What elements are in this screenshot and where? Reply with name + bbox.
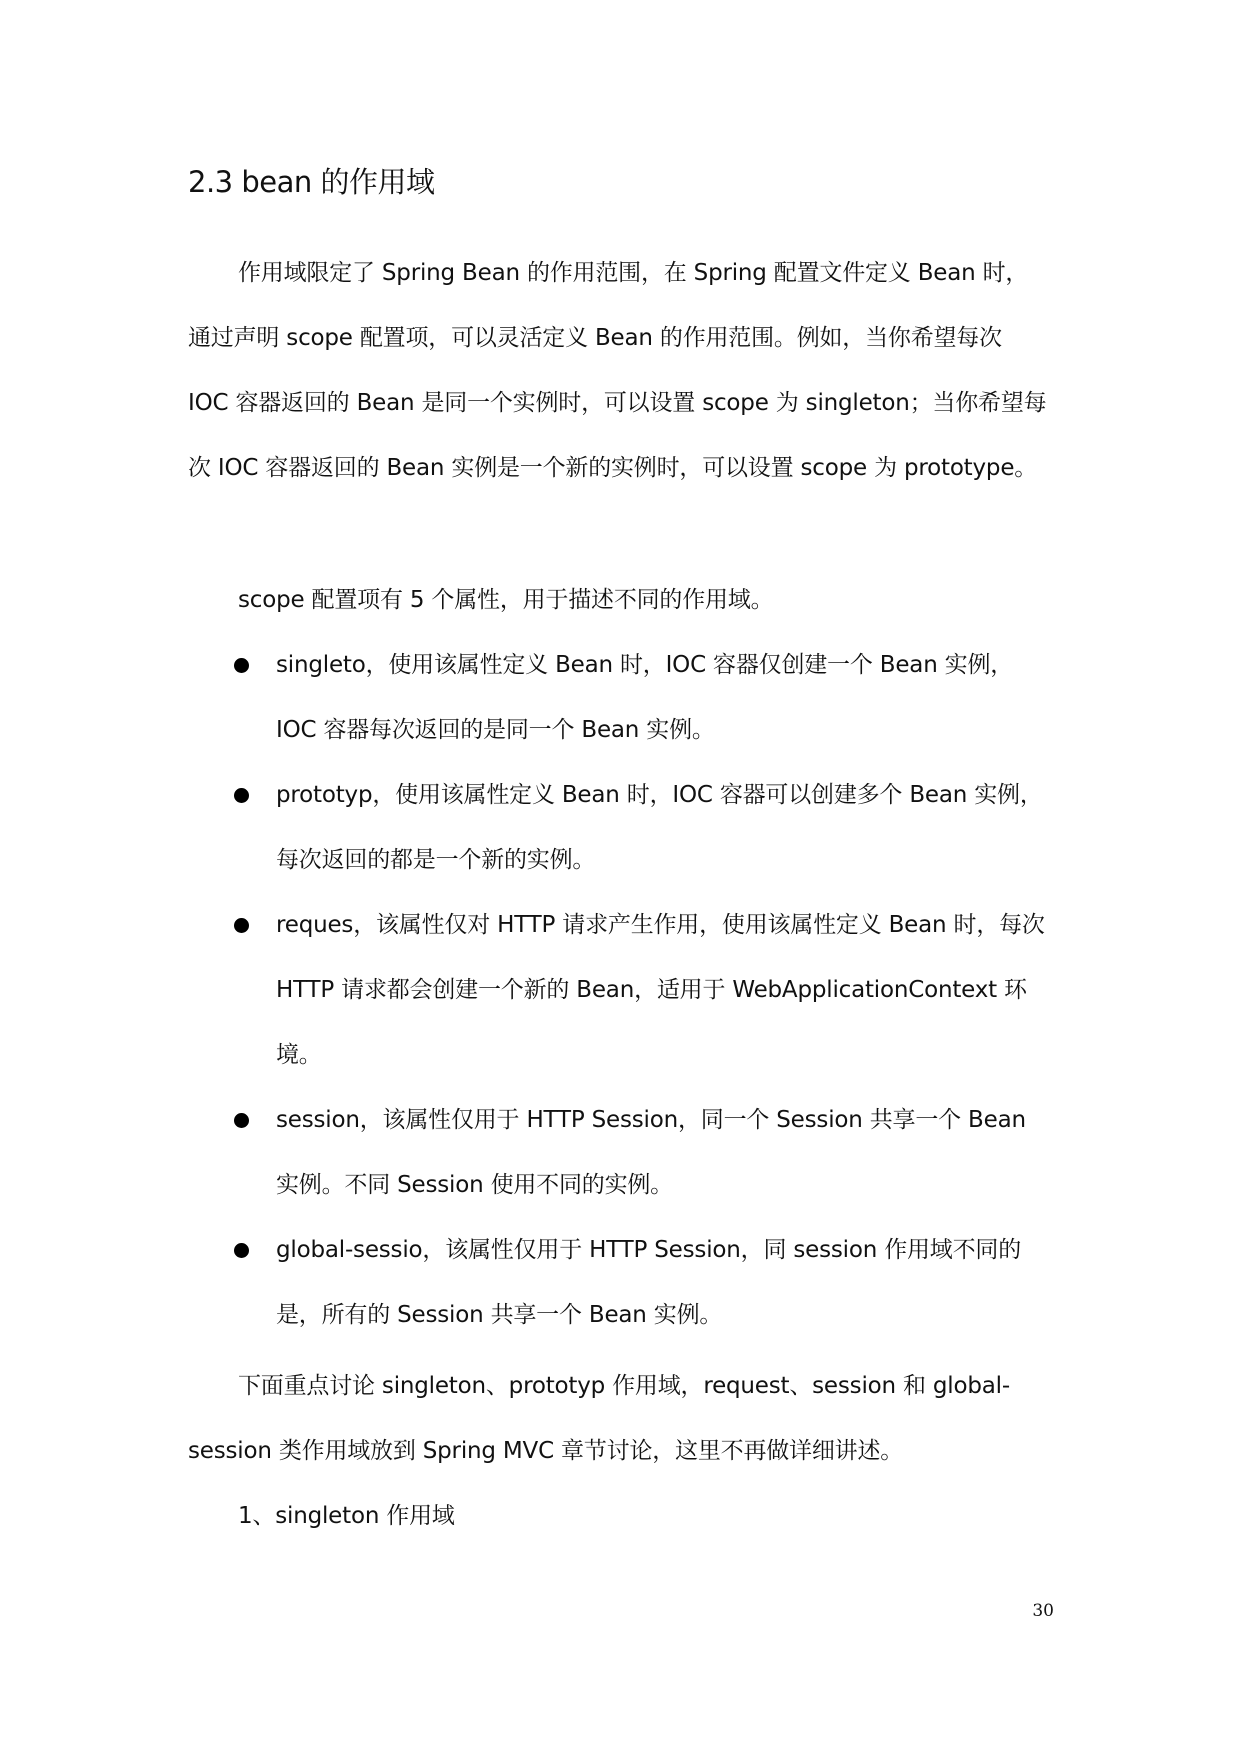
list-item [232,633,1050,763]
intro-paragraph: 作用域限定了 Spring Bean 的作用范围，在 Spring 配置文件定义 Bean 时，通过声明 scope 配置项，可以灵活定义 Bean 的作用范围。例如，当你希望每次 IOC 容器返回的 Bean 是同一个实例时，可以设置 scope 为 singleton；当你希望每次 IOC 容器返回的 Bean 实例是一个新的实例时，可以设置 scope 为 prototype。 [188,260,1047,481]
scope-list [232,633,1050,1348]
bullet-icon [234,1113,249,1128]
bullet-icon [234,918,249,933]
list-item [232,1218,1050,1348]
list-item [232,763,1050,893]
focus-paragraph: 下面重点讨论 singleton、prototyp 作用域，request、session 和 global-session 类作用域放到 Spring MVC 章节讨论，这里不再做详细讲述。 [188,1373,1010,1464]
subsection-heading: 1、singleton 作用域 [238,1503,455,1529]
list-item-text: global-sessio，该属性仅用于 HTTP Session，同 session 作用域不同的是，所有的 Session 共享一个 Bean 实例。 [276,1237,1022,1328]
list-item-text: prototyp，使用该属性定义 Bean 时，IOC 容器可以创建多个 Bean 实例，每次返回的都是一个新的实例。 [276,782,1043,873]
list-item [232,1088,1050,1218]
list-item-text: singleto，使用该属性定义 Bean 时，IOC 容器仅创建一个 Bean 实例，IOC 容器每次返回的是同一个 Bean 实例。 [276,652,1014,743]
section-heading: 2.3 bean 的作用域 [188,165,435,199]
bullet-icon [234,788,249,803]
list-item-text: reques，该属性仅对 HTTP 请求产生作用，使用该属性定义 Bean 时，每次 HTTP 请求都会创建一个新的 Bean，适用于 WebApplicationContext 环境。 [276,912,1045,1068]
scope-count-paragraph: scope 配置项有 5 个属性，用于描述不同的作用域。 [238,587,774,613]
list-item-text: session，该属性仅用于 HTTP Session，同一个 Session 共享一个 Bean 实例。不同 Session 使用不同的实例。 [276,1107,1026,1198]
list-item [232,893,1050,1088]
bullet-icon [234,658,249,673]
bullet-icon [234,1243,249,1258]
page-number: 30 [1032,1601,1054,1621]
